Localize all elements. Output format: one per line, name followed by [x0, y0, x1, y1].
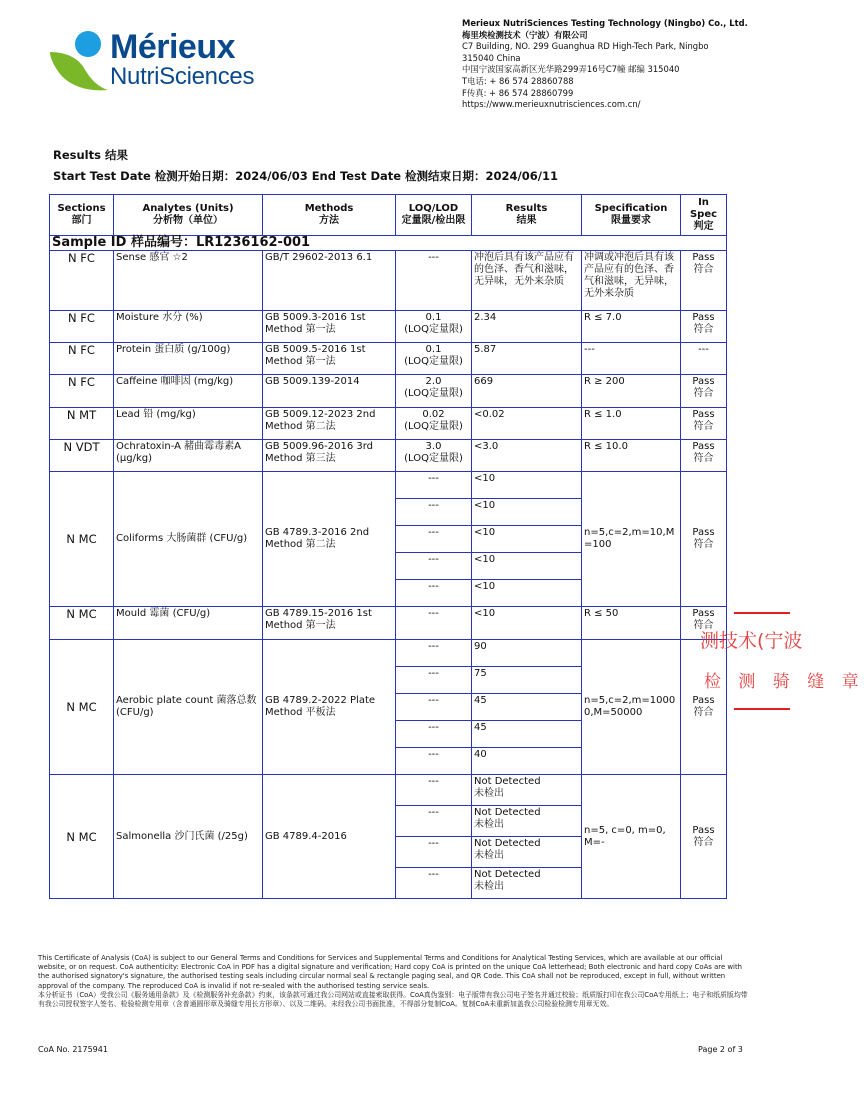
loq-cell: ---: [396, 837, 472, 868]
method-cell: GB 5009.12-2023 2nd Method 第二法: [263, 408, 396, 440]
spec-cell: R ≤ 10.0: [582, 440, 681, 472]
spec-cell: R ≤ 1.0: [582, 408, 681, 440]
logo-text-nutrisciences: NutriSciences: [110, 63, 255, 90]
address-cn: 中国宁波国家高新区光华路299弄16号C7幢 邮编 315040: [462, 64, 680, 75]
table-row: [50, 343, 727, 375]
spec-cell: R ≥ 200: [582, 375, 681, 408]
loq-cell: ---: [396, 251, 472, 311]
result-cell: 5.87: [472, 343, 582, 375]
method-cell: GB 5009.96-2016 3rd Method 第三法: [263, 440, 396, 472]
loq-cell: ---: [396, 580, 472, 607]
result-cell: 冲泡后具有该产品应有的色泽、香气和滋味，无异味，无外来杂质: [472, 251, 582, 311]
analyte-cell: Caffeine 咖啡因 (mg/kg): [114, 375, 263, 408]
loq-cell: ---: [396, 526, 472, 553]
spec-cell: n=5, c=0, m=0, M=-: [582, 775, 681, 899]
method-cell: GB 4789.2-2022 Plate Method 平板法: [263, 640, 396, 775]
method-cell: GB 4789.15-2016 1st Method 第一法: [263, 607, 396, 640]
result-cell: 669: [472, 375, 582, 408]
loq-cell: ---: [396, 667, 472, 694]
spec-cell: R ≤ 7.0: [582, 311, 681, 343]
analyte-cell: Salmonella 沙门氏菌 (/25g): [114, 775, 263, 899]
section-cell: N MT: [50, 408, 114, 440]
results-title: Results 结果: [53, 148, 128, 162]
inspec-cell: Pass 符合: [681, 607, 727, 640]
inspec-cell: Pass 符合: [681, 311, 727, 343]
analyte-cell: Aerobic plate count 菌落总数 (CFU/g): [114, 640, 263, 775]
analyte-cell: Sense 感官 ☆2: [114, 251, 263, 311]
section-cell: N FC: [50, 311, 114, 343]
address-en-line2: 315040 China: [462, 52, 521, 63]
header-analytes: Analytes (Units) 分析物（单位）: [114, 195, 263, 236]
sample-id: Sample ID 样品编号：LR1236162-001: [50, 236, 727, 251]
method-cell: GB 5009.3-2016 1st Method 第一法: [263, 311, 396, 343]
inspec-cell: ---: [681, 343, 727, 375]
result-cell: 75: [472, 667, 582, 694]
inspec-cell: Pass 符合: [681, 440, 727, 472]
table-row: [50, 440, 727, 472]
loq-cell: ---: [396, 721, 472, 748]
result-cell: Not Detected 未检出: [472, 775, 582, 806]
header-sections: Sections 部门: [50, 195, 114, 236]
result-cell: <3.0: [472, 440, 582, 472]
result-cell: 45: [472, 721, 582, 748]
result-cell: <10: [472, 526, 582, 553]
loq-cell: ---: [396, 553, 472, 580]
result-cell: <10: [472, 553, 582, 580]
inspec-cell: Pass 符合: [681, 640, 727, 775]
result-cell: <10: [472, 607, 582, 640]
spec-cell: n=5,c=2,m=10000,M=50000: [582, 640, 681, 775]
loq-cell: ---: [396, 748, 472, 775]
spec-cell: 冲调或冲泡后具有该产品应有的色泽、香气和滋味，无异味，无外来杂质: [582, 251, 681, 311]
header-methods: Methods 方法: [263, 195, 396, 236]
spec-cell: n=5,c=2,m=10,M=100: [582, 472, 681, 607]
spec-cell: ---: [582, 343, 681, 375]
loq-cell: ---: [396, 694, 472, 721]
method-cell: GB 4789.4-2016: [263, 775, 396, 899]
inspec-cell: Pass 符合: [681, 375, 727, 408]
loq-cell: 3.0 (LOQ定量限): [396, 440, 472, 472]
section-cell: N MC: [50, 607, 114, 640]
website-link[interactable]: https://www.merieuxnutrisciences.com.cn/: [462, 99, 641, 110]
table-row: [50, 408, 727, 440]
loq-cell: ---: [396, 499, 472, 526]
method-cell: GB 4789.3-2016 2nd Method 第二法: [263, 472, 396, 607]
result-cell: <10: [472, 472, 582, 499]
method-cell: GB/T 29602-2013 6.1: [263, 251, 396, 311]
table-row: [50, 775, 727, 806]
analyte-cell: Moisture 水分 (%): [114, 311, 263, 343]
stamp-text-1: 测技术(宁波: [700, 630, 803, 652]
section-cell: N FC: [50, 375, 114, 408]
inspec-cell: Pass 符合: [681, 251, 727, 311]
address-en-line1: C7 Building, NO. 299 Guanghua RD High-Tech Park, Ningbo: [462, 41, 709, 52]
loq-cell: ---: [396, 607, 472, 640]
table-row: [50, 375, 727, 408]
inspec-cell: Pass 符合: [681, 775, 727, 899]
analyte-cell: Protein 蛋白质 (g/100g): [114, 343, 263, 375]
section-cell: N MC: [50, 472, 114, 607]
spec-cell: R ≤ 50: [582, 607, 681, 640]
fax: F传真: + 86 574 28860799: [462, 87, 574, 98]
section-cell: N MC: [50, 775, 114, 899]
analyte-cell: Coliforms 大肠菌群 (CFU/g): [114, 472, 263, 607]
section-cell: N VDT: [50, 440, 114, 472]
header-inspec: In Spec 判定: [681, 195, 727, 236]
method-cell: GB 5009.139-2014: [263, 375, 396, 408]
result-cell: 2.34: [472, 311, 582, 343]
table-row: [50, 472, 727, 499]
result-cell: Not Detected 未检出: [472, 806, 582, 837]
disclaimer-cn: 本分析证书（CoA）受我公司《服务通用条款》及《检测服务补充条款》约束，该条款可通过我公司网站或直接索取获得。CoA真伪鉴别：电子版带有我公司电子签名并通过校验；纸质版打印在我公司CoA专用纸上；电子和纸质版均带有我公司授权签字人签名、检验检测专用章（含普通圆形章及骑缝专用长方形章）、以及二维码。未经我公司书面批准，不得部分复制CoA。复制CoA未重新加盖我公司检验检测专用章无效。: [38, 990, 748, 1009]
loq-cell: 2.0 (LOQ定量限): [396, 375, 472, 408]
result-cell: <10: [472, 499, 582, 526]
table-header-row: [50, 195, 727, 236]
telephone: T电话: + 86 574 28860788: [462, 75, 574, 86]
page-number: Page 2 of 3: [698, 1045, 743, 1054]
loq-cell: ---: [396, 868, 472, 899]
header-specification: Specification 限量要求: [582, 195, 681, 236]
result-cell: <0.02: [472, 408, 582, 440]
analyte-cell: Ochratoxin-A 赭曲霉毒素A (μg/kg): [114, 440, 263, 472]
footer-disclaimer: [38, 954, 750, 1009]
company-logo: [48, 28, 258, 92]
loq-cell: ---: [396, 640, 472, 667]
method-cell: GB 5009.5-2016 1st Method 第一法: [263, 343, 396, 375]
disclaimer-en: This Certificate of Analysis (CoA) is subject to our General Terms and Conditions for Services and Supplemental Terms and Conditions for Analytical Testing Services, which are available at our official website, or on request. CoA authenticity: Electronic CoA in PDF has a digital signature and verification; Hard copy CoA is printed on the unique CoA letterhead; Both electronic and hard copy CoAs are with the authorised signatory's signature, the authorised testing seals including circular normal seal & rectangle paging seal, and QR Code. This CoA shall not be reproduced, except in full, without written approval of the company. The reproduced CoA is invalid if not re-sealed with the authorised testing service seals.: [38, 954, 743, 990]
test-dates: Start Test Date 检测开始日期：2024/06/03 End Test Date 检测结束日期：2024/06/11: [53, 169, 558, 183]
result-cell: Not Detected 未检出: [472, 837, 582, 868]
section-cell: N FC: [50, 343, 114, 375]
header-loq: LOQ/LOD 定量限/检出限: [396, 195, 472, 236]
company-info: [462, 18, 782, 111]
result-cell: 90: [472, 640, 582, 667]
logo-text-merieux: Mérieux: [110, 28, 235, 66]
section-cell: N FC: [50, 251, 114, 311]
result-cell: 40: [472, 748, 582, 775]
result-cell: Not Detected 未检出: [472, 868, 582, 899]
inspec-cell: Pass 符合: [681, 408, 727, 440]
table-row: [50, 607, 727, 640]
results-table: [49, 194, 727, 899]
stamp-text-2: 检 测 骑 缝 章: [704, 672, 865, 692]
analyte-cell: Lead 铅 (mg/kg): [114, 408, 263, 440]
table-row: [50, 251, 727, 311]
inspec-cell: Pass 符合: [681, 472, 727, 607]
logo-mark-icon: [48, 28, 114, 94]
table-row: [50, 311, 727, 343]
company-name-en: Merieux NutriSciences Testing Technology (Ningbo) Co., Ltd.: [462, 18, 748, 28]
loq-cell: 0.02 (LOQ定量限): [396, 408, 472, 440]
table-row: [50, 640, 727, 667]
result-cell: <10: [472, 580, 582, 607]
loq-cell: 0.1 (LOQ定量限): [396, 311, 472, 343]
company-name-cn: 梅里埃检测技术（宁波）有限公司: [462, 29, 588, 40]
header-results: Results 结果: [472, 195, 582, 236]
loq-cell: ---: [396, 472, 472, 499]
coa-number: CoA No. 2175941: [38, 1045, 108, 1054]
loq-cell: ---: [396, 775, 472, 806]
result-cell: 45: [472, 694, 582, 721]
loq-cell: ---: [396, 806, 472, 837]
section-cell: N MC: [50, 640, 114, 775]
loq-cell: 0.1 (LOQ定量限): [396, 343, 472, 375]
sample-id-row: [50, 236, 727, 251]
analyte-cell: Mould 霉菌 (CFU/g): [114, 607, 263, 640]
